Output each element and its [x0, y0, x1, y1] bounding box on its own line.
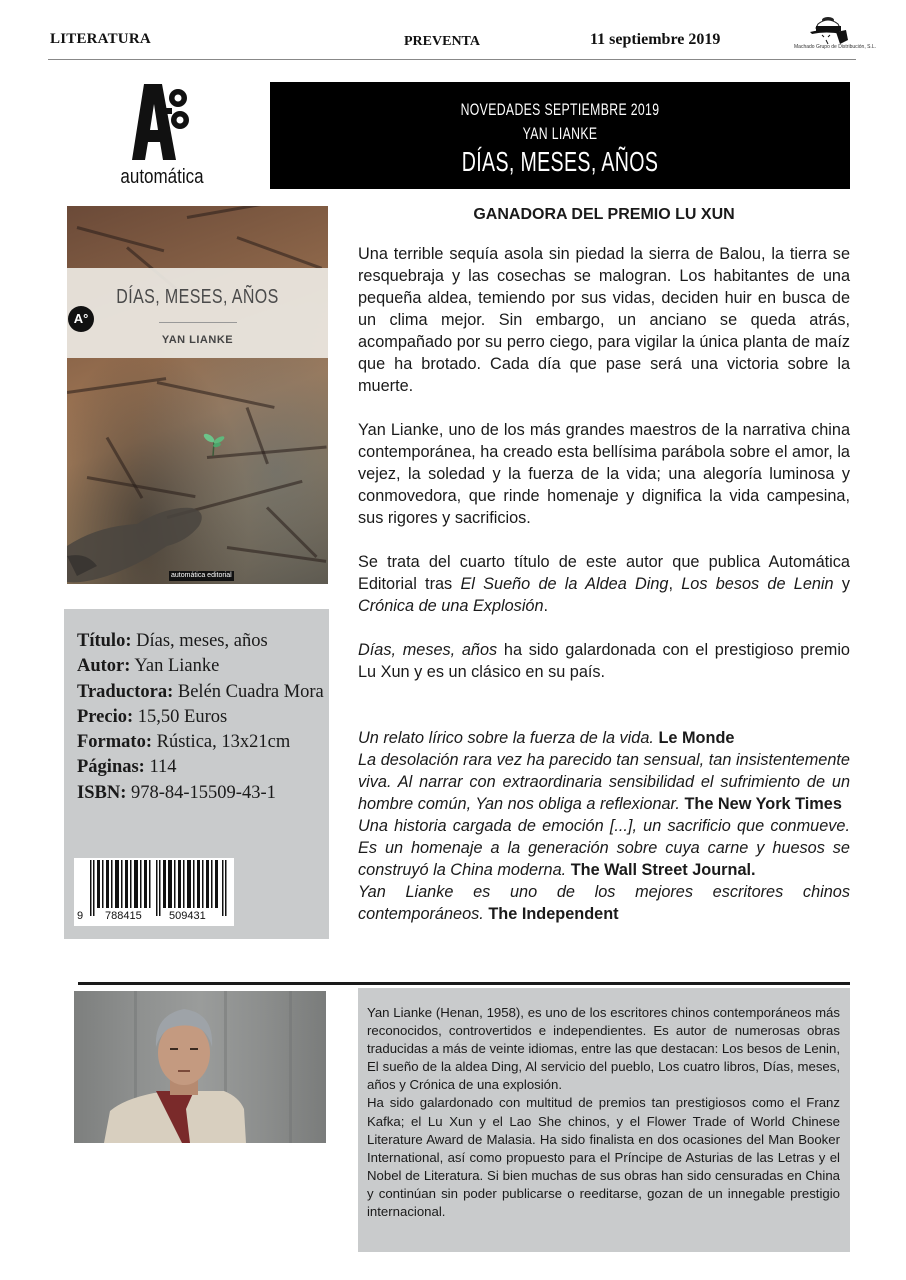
review-nyt: La desolación rara vez ha parecido tan sensual, tan insistentemente viva. Al narrar con extraordinaria sensibilidad el sufrimiento de un hombre común, Yan nos obliga a reflexionar. The New York Times: [358, 751, 850, 813]
publisher-history-paragraph: Se trata del cuarto título de este autor que publica Automática Editorial tras El Sueño de la Aldea Ding, Los besos de Lenin y Crónica de una Explosión.: [358, 553, 850, 615]
detail-pages: Páginas: 114: [77, 757, 177, 778]
header-category: LITERATURA: [50, 31, 151, 47]
barcode-group-right: 509431: [169, 910, 206, 922]
barcode-digit-first: 9: [77, 910, 84, 922]
detail-isbn: ISBN: 978-84-15509-43-1: [77, 782, 276, 803]
header-date: 11 septiembre 2019: [590, 31, 721, 48]
distributor-caption: Machado Grupo de Distribución, S.L.: [794, 44, 876, 50]
author-praise-paragraph: Yan Lianke, uno de los más grandes maestros de la narrativa china contemporánea, ha creado esta bellísima parábola sobre el amor, la vejez, la soledad y la fuerza de la vida; una alegoría luminosa y conmovedora, que rinde homenaje y dignifica la vida campesina, sus rigores y sacrificios.: [358, 421, 850, 527]
section-divider: [78, 982, 850, 985]
bio-paragraph-1: Yan Lianke (Henan, 1958), es uno de los escritores chinos contemporáneos más reconocidos, controvertidos e independientes. Es autor de numerosas obras traducidas a más de veinte idiomas, entre las que destacan: Los besos de Lenin, El sueño de la aldea Ding, Al servicio del pueblo, Los cuatro libros, Días, meses, años y Crónica de una explosión.: [367, 1005, 840, 1093]
book-cover-image: [67, 206, 328, 584]
banner-author: YAN LIANKE: [522, 124, 598, 143]
header-rule: [48, 59, 856, 60]
book-details-box: [64, 609, 329, 939]
automatica-a-key-logo-icon: [132, 84, 192, 162]
author-bio-text: [367, 1004, 840, 1221]
detail-title: Título: Días, meses, años: [77, 631, 268, 651]
publisher-name: automática: [120, 166, 204, 188]
review-le-monde: Un relato lírico sobre la fuerza de la vida. Le Monde: [358, 729, 735, 747]
dog-illustration-icon: [67, 486, 217, 584]
barcode-group-left: 788415: [105, 910, 142, 922]
cover-title: DÍAS, MESES, AÑOS: [116, 286, 279, 308]
author-portrait-icon: [74, 991, 326, 1143]
detail-translator: Traductora: Belén Cuadra Mora: [77, 681, 324, 702]
corn-sprout-icon: [203, 430, 227, 456]
review-independent: Yan Lianke es uno de los mejores escritores chinos contemporáneos. The Independent: [358, 883, 850, 923]
author-bio-box: [358, 988, 850, 1252]
detail-price: Precio: 15,50 Euros: [77, 706, 228, 727]
bio-paragraph-2: Ha sido galardonado con multitud de premios tan prestigiosos como el Franz Kafka; el Lu Xun y el Lao She chinos, y el Flower Trade of World Chinese Literature Award de Malasia. Ha sido finalista en dos ocasiones del Man Booker International, así como propuesto para el Príncipe de Asturias de las Letras y el Nobel de Literatura. Si bien muchas de sus obras han sido censuradas en China y continúan sin poder publicarse o reeditarse, gozan de un innegable prestigio internacional.: [367, 1095, 840, 1220]
header-status: PREVENTA: [404, 34, 480, 49]
synopsis-paragraph: Una terrible sequía asola sin piedad la sierra de Balou, la tierra se resquebraja y las cosechas se malogran. Los habitantes de una pequeña aldea, temiendo por sus vidas, deciden huir en busca de un clima mejor. Sin embargo, un anciano se queda atrás, acompañado por su perro ciego, para vigilar la única planta de maíz que ha brotado. Cada día que pase será una victoria sobre la muerte.: [358, 245, 850, 395]
main-description: [358, 200, 850, 925]
title-banner: [270, 82, 850, 189]
press-reviews: [358, 727, 850, 925]
cover-imprint: automática editorial: [171, 572, 232, 579]
award-paragraph: Días, meses, años ha sido galardonada con el prestigioso premio Lu Xun y es un clásico en su país.: [358, 641, 850, 681]
review-wsj: Una historia cargada de emoción [...], un sacrificio que conmueve. Es un homenaje a la generación sobre cuya carne y huesos se construyó la China moderna. The Wall Street Journal.: [358, 817, 850, 879]
author-photo: [74, 991, 326, 1143]
publisher-logo: [112, 84, 212, 194]
cover-author: YAN LIANKE: [161, 334, 234, 346]
isbn-barcode: [74, 858, 234, 926]
book-details-list: [77, 629, 327, 806]
detail-format: Formato: Rústica, 13x21cm: [77, 732, 291, 753]
award-headline: GANADORA DEL PREMIO LU XUN: [473, 206, 735, 223]
cover-publisher-badge-icon: A°: [68, 306, 94, 332]
cover-rule: [159, 322, 237, 323]
barcode-icon: [90, 860, 230, 916]
banner-title: DÍAS, MESES, AÑOS: [461, 146, 659, 177]
banner-season: NOVEDADES SEPTIEMBRE 2019: [460, 100, 660, 119]
detail-author: Autor: Yan Lianke: [77, 656, 220, 677]
